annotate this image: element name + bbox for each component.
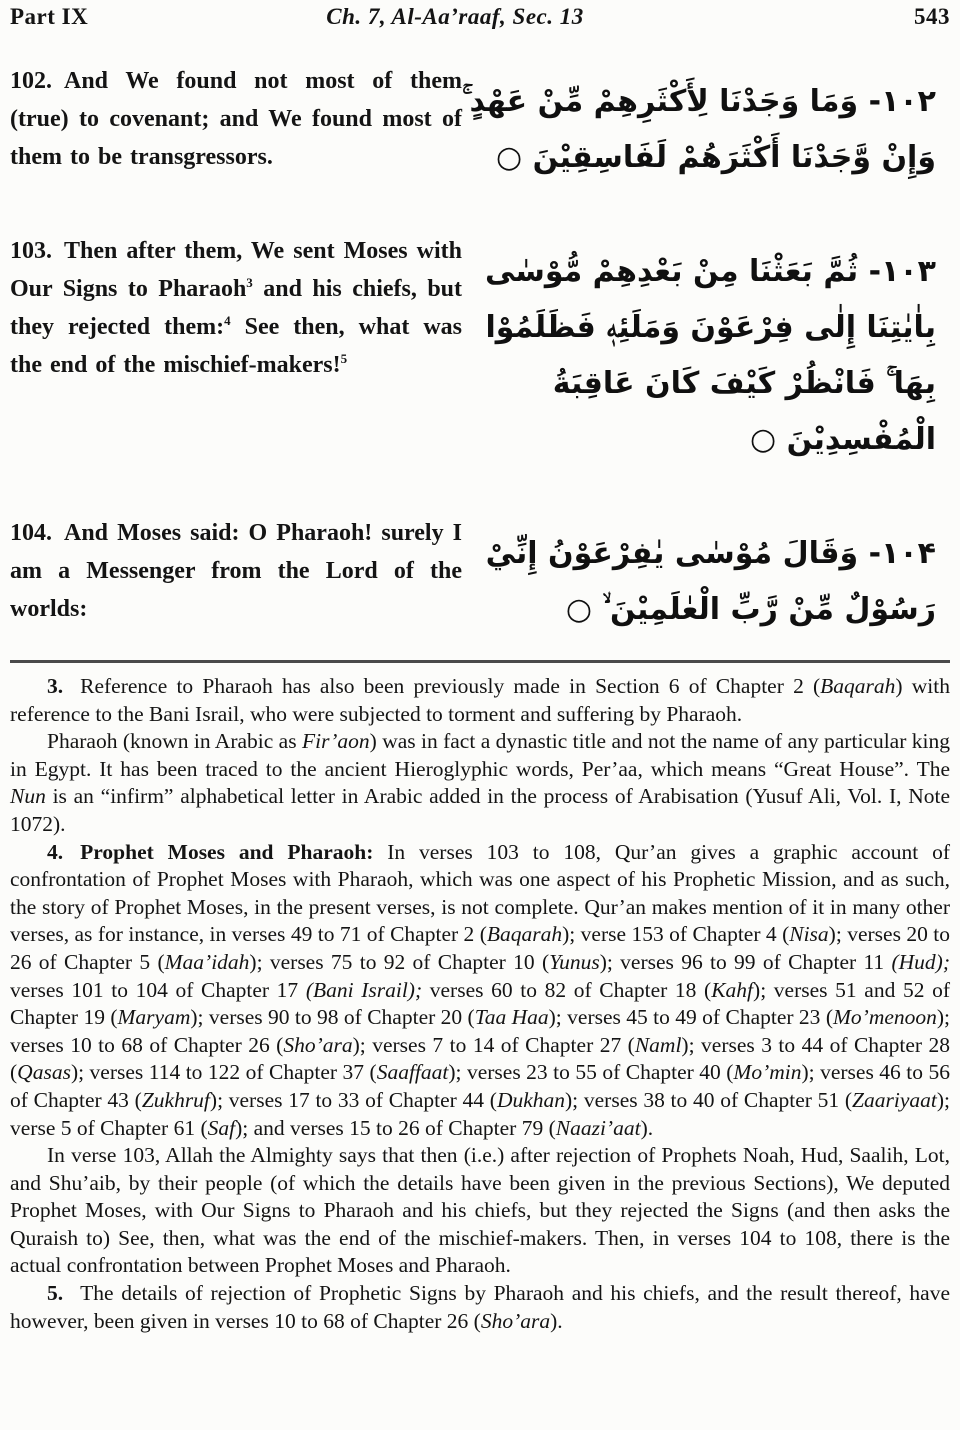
footnote-4-paragraph-1: 4. Prophet Moses and Pharaoh: In verses 103 to 108, Qur’an gives a graphic account of confrontation of Prophet Moses with Pharaoh, which was one aspect of his Prophetic Mission, and as such, the story of Prophet Moses, in the present verses, is not complete. Qur’an makes mention of it in many other verses, as for instance, in verses 49 to 71 of Chapter 2 (Baqarah); verse 153 of Chapter 4 (Nisa); verses 20 to 26 of Chapter 5 (Maa’idah); verses 75 to 92 of Chapter 10 (Yunus); verses 96 to 99 of Chapter 11 (Hud); verses 101 to 104 of Chapter 17 (Bani Israil); verses 60 to 82 of Chapter 18 (Kahf); verses 51 and 52 of Chapter 19 (Maryam); verses 90 to 98 of Chapter 20 (Taa Haa); verses 45 to 49 of Chapter 23 (Mo’menoon); verses 10 to 68 of Chapter 26 (Sho’ara); verses 7 to 14 of Chapter 27 (Naml); verses 3 to 44 of Chapter 28 (Qasas); verses 114 to 122 of Chapter 37 (Saaffaat); verses 23 to 55 of Chapter 40 (Mo’min); verses 46 to 56 of Chapter 43 (Zukhruf); verses 17 to 33 of Chapter 44 (Dukhan); verses 38 to 40 of Chapter 51 (Zaariyaat); verse 5 of Chapter 61 (Saf); and verses 15 to 26 of Chapter 79 (Naazi’aat).: [10, 839, 951, 1140]
verses-section: [10, 62, 950, 638]
verse-104-arabic: ۱۰۴- وَقَالَ مُوْسٰى يٰفِرْعَوْنُ إِنِّيْ رَسُوْلٌ مِّنْ رَّبِّ الْعٰلَمِيْنَ ۙ ○: [485, 536, 936, 627]
footnote-3-paragraph-1: 3. Reference to Pharaoh has also been previously made in Section 6 of Chapter 2 (Baqarah) with reference to the Bani Israil, who were subjected to torment and suffering by Pharaoh.: [10, 674, 950, 726]
verse-104-english: 104. And Moses said: O Pharaoh! surely I am a Messenger from the Lord of the worlds:: [10, 520, 462, 622]
footnote-3-paragraph-2: Pharaoh (known in Arabic as Fir’aon) was in fact a dynastic title and not the name of any particular king in Egypt. It has been traced to the ancient Hieroglyphic words, Per’aa, which means “Great House”. The Nun is an “infirm” alphabetical letter in Arabic added in the process of Arabisation (Yusuf Ali, Vol. I, Note 1072).: [10, 729, 950, 836]
chapter-heading: Ch. 7, Al-Aa’raaf, Sec. 13: [326, 4, 584, 29]
part-label: Part IX: [10, 4, 89, 29]
footnote-5-paragraph-1: 5. The details of rejection of Prophetic Signs by Pharaoh and his chiefs, and the result thereof, have however, been given in verses 10 to 68 of Chapter 26 (Sho’ara).: [10, 1281, 950, 1333]
verse-row-104: [10, 514, 950, 638]
page-number: 543: [914, 4, 950, 29]
footnote-divider: [10, 660, 950, 663]
footnotes-section: [10, 673, 950, 1335]
verse-102-english: 102. And We found not most of them (true) to covenant; and We found most of them to be transgressors.: [10, 68, 462, 170]
page-header: [10, 4, 950, 30]
verse-103-english: 103. Then after them, We sent Moses with Our Signs to Pharaoh$^3$ and his chiefs, but they rejected them:$^4$ See then, what was the end of the mischief-makers!$^5$: [10, 238, 462, 378]
verse-103-arabic: ۱۰۳- ثُمَّ بَعَثْنَا مِنْ بَعْدِهِمْ مُّوْسٰى بِاٰيٰتِنَا إِلٰى فِرْعَوْنَ وَمَلَئِهٖ فَظَلَمُوْا بِهَا ۚ فَانْظُرْ كَيْفَ كَانَ عَاقِبَةُ الْمُفْسِدِيْنَ ○: [484, 254, 936, 457]
verse-102-arabic: ۱۰۲- وَمَا وَجَدْنَا لِأَكْثَرِهِمْ مِّنْ عَهْدٍ ۚ وَإِنْ وَّجَدْنَا أَكْثَرَهُمْ لَفَاسِقِيْنَ ○: [462, 84, 936, 175]
footnote-4-paragraph-2: In verse 103, Allah the Almighty says that then (i.e.) after rejection of Prophets Noah, Hud, Saalih, Lot, and Shu’aib, by their people (of which the details have been given in the previous Sections), We deputed Prophet Moses, with Our Signs to Pharaoh and his chiefs, but they rejected the Signs (and then asks the Quraish to) See, then, what was the end of the mischief-makers. Then, in verses 104 to 108, there is the actual confrontation between Prophet Moses and Pharaoh.: [10, 1143, 950, 1278]
verse-row-103: [10, 232, 950, 468]
verse-row-102: [10, 62, 950, 186]
